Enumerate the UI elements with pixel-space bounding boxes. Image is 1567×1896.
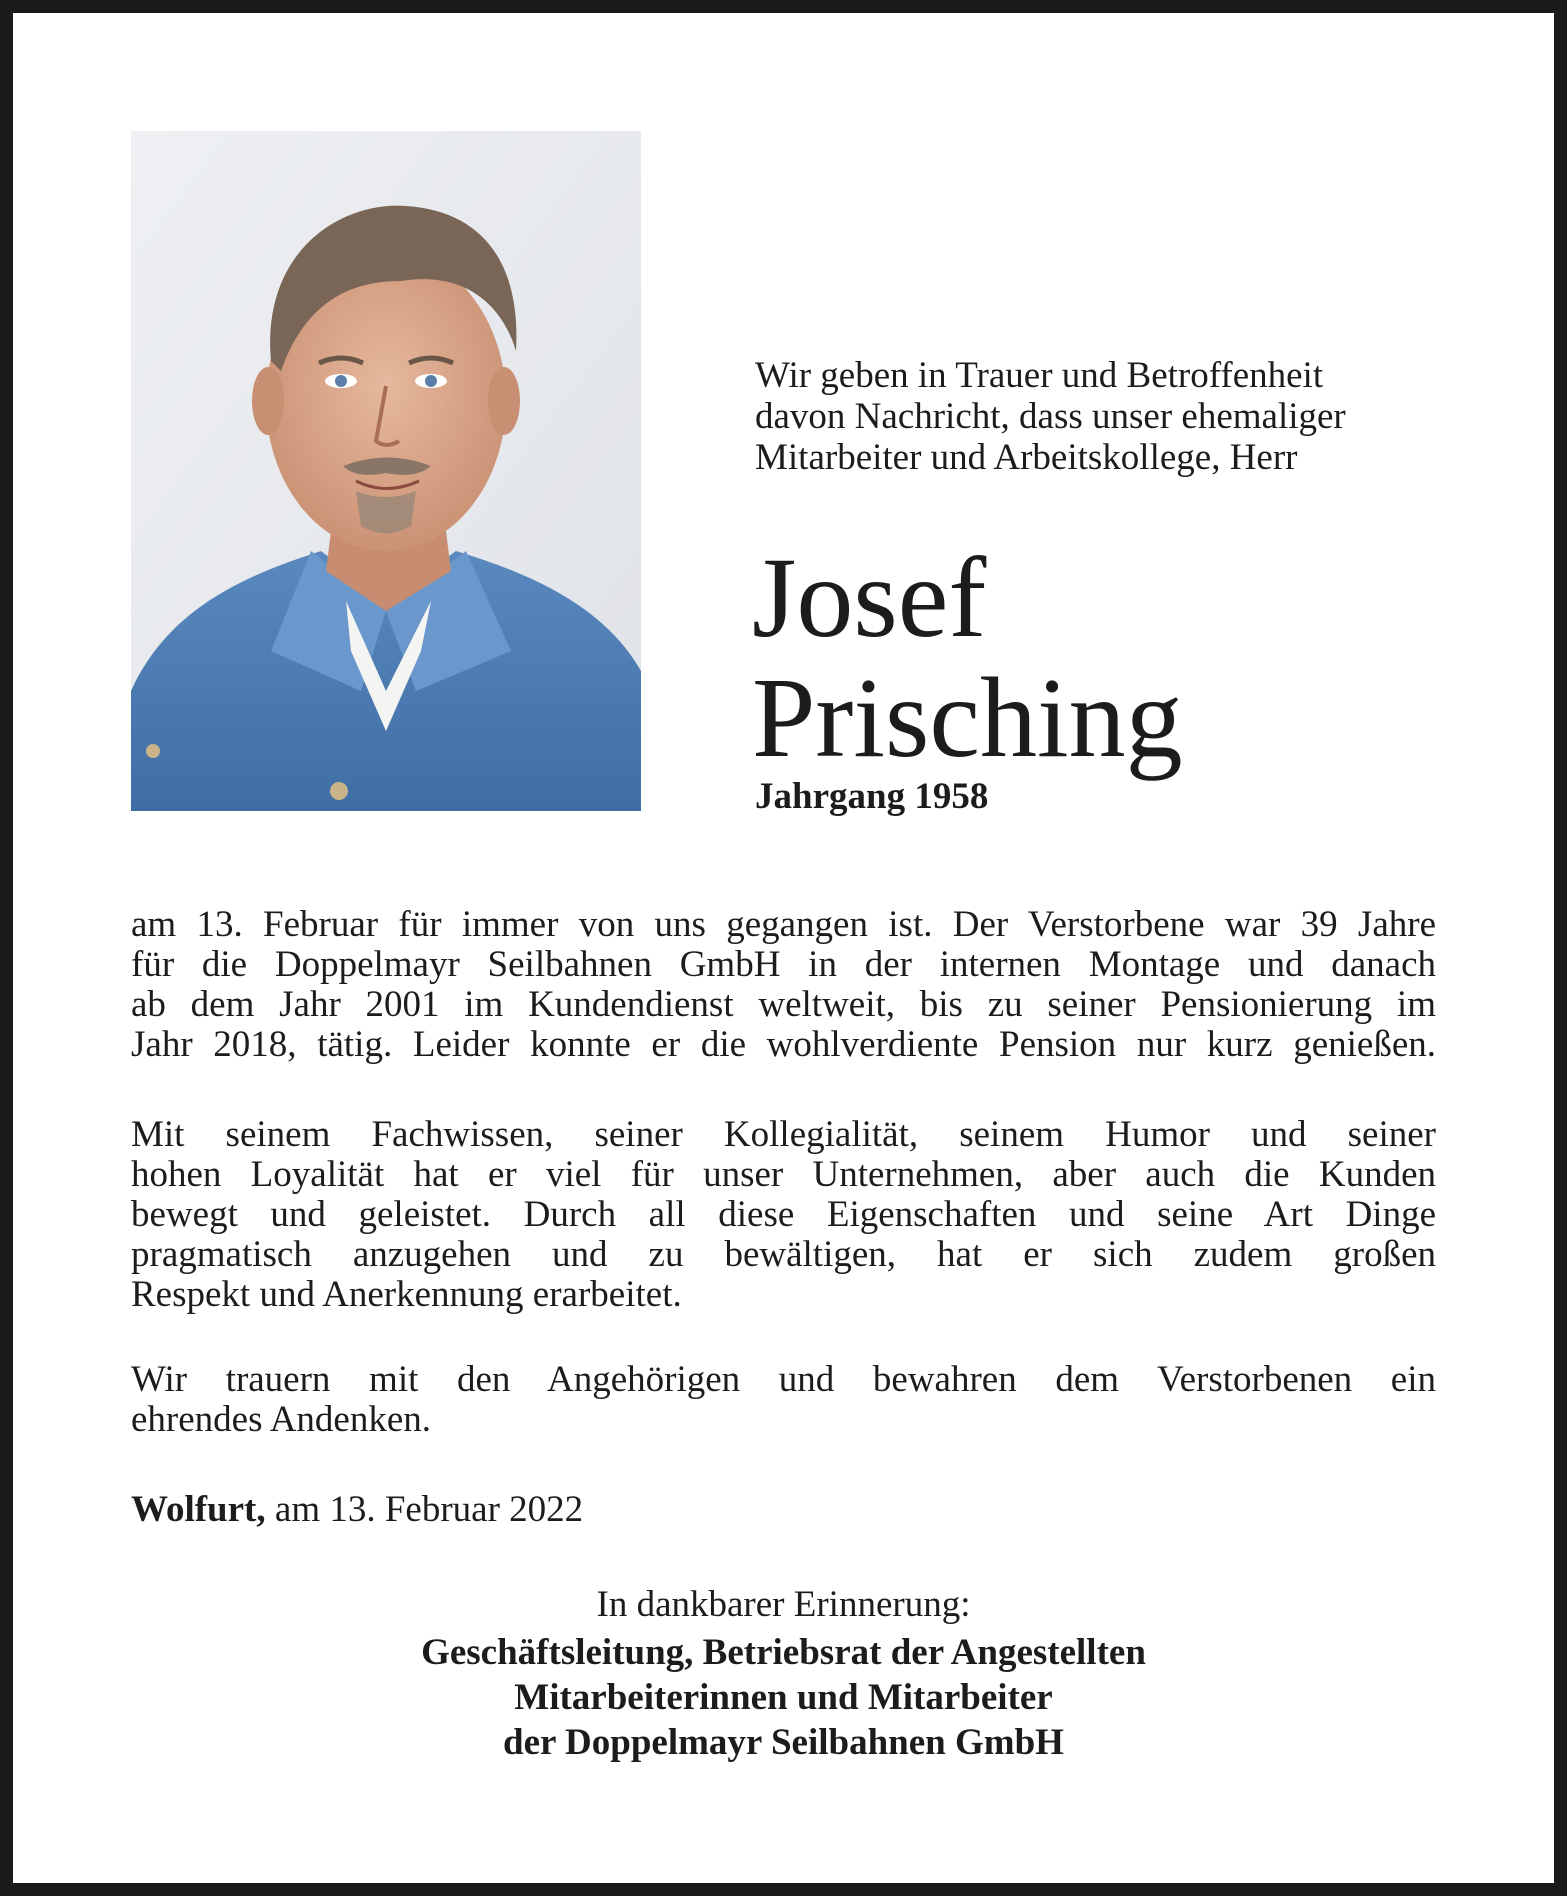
signer-line: Geschäftsleitung, Betriebsrat der Angestellten — [421, 1632, 1146, 1673]
text-line: Jahr 2018, tätig. Leider konnte er die wohlverdiente Pension nur kurz genießen. — [131, 1024, 1436, 1065]
intro-line: davon Nachricht, dass unser ehemaliger — [755, 396, 1346, 437]
paragraph-mourning — [131, 1360, 1436, 1440]
portrait-photo — [131, 131, 641, 811]
intro-line: Wir geben in Trauer und Betroffenheit — [755, 355, 1324, 396]
last-name: Prisching — [752, 654, 1183, 781]
signer-line: Mitarbeiterinnen und Mitarbeiter — [514, 1677, 1053, 1718]
text-line: Wir trauern mit den Angehörigen und bewahren dem Verstorbenen ein — [131, 1359, 1436, 1400]
intro-line: Mitarbeiter und Arbeitskollege, Herr — [755, 437, 1298, 478]
text-line: ab dem Jahr 2001 im Kundendienst weltweit, bis zu seiner Pensionierung im — [131, 984, 1436, 1025]
text-line: Respekt und Anerkennung erarbeitet. — [131, 1274, 682, 1315]
signers — [0, 1630, 1567, 1765]
portrait-illustration — [131, 131, 641, 811]
paragraph-tribute — [131, 1115, 1436, 1315]
text-line: Mit seinem Fachwissen, seiner Kollegialität, seinem Humor und seiner — [131, 1114, 1436, 1155]
signer-line: der Doppelmayr Seilbahnen GmbH — [503, 1722, 1064, 1763]
text-line: hohen Loyalität hat er viel für unser Unternehmen, aber auch die Kunden — [131, 1154, 1436, 1195]
text-line: bewegt und geleistet. Durch all diese Eigenschaften und seine Art Dinge — [131, 1194, 1436, 1235]
birth-year: Jahrgang 1958 — [755, 776, 989, 817]
place-date — [131, 1488, 583, 1532]
first-name: Josef — [752, 534, 987, 661]
text-line: am 13. Februar für immer von uns gegangen ist. Der Verstorbene war 39 Jahre — [131, 904, 1436, 945]
text-line: für die Doppelmayr Seilbahnen GmbH in der internen Montage und danach — [131, 944, 1436, 985]
text-line: pragmatisch anzugehen und zu bewältigen, hat er sich zudem großen — [131, 1234, 1436, 1275]
closing-intro: In dankbarer Erinnerung: — [596, 1584, 971, 1625]
text-line: ehrendes Andenken. — [131, 1399, 432, 1440]
deceased-name — [752, 534, 1183, 781]
announcement-intro — [755, 355, 1455, 478]
date: am 13. Februar 2022 — [265, 1489, 584, 1530]
paragraph-career — [131, 905, 1436, 1065]
place: Wolfurt, — [131, 1489, 266, 1530]
